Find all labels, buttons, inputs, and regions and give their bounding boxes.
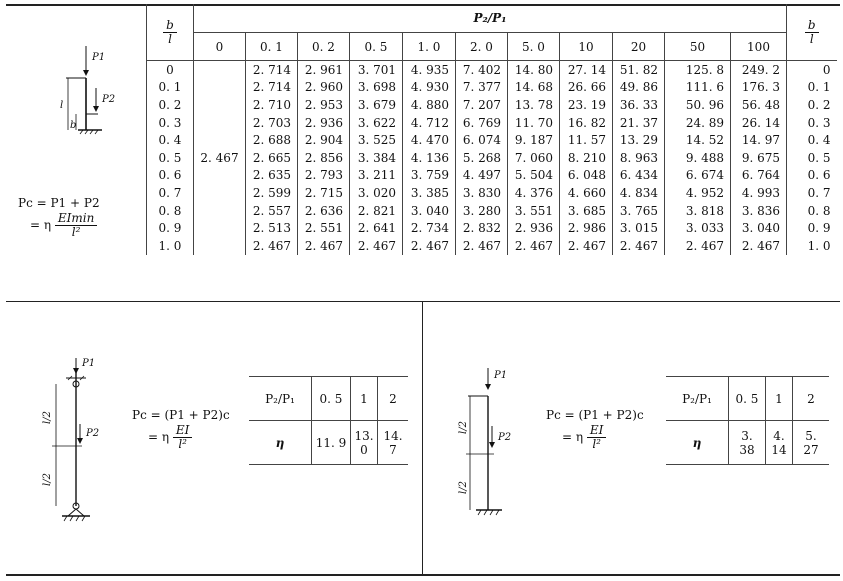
- eta-cell: 3. 679: [350, 96, 403, 114]
- ratio-col-0: 0: [194, 33, 246, 61]
- diagram-label-b: b: [70, 120, 77, 131]
- bl-val-0: 11. 9: [312, 421, 351, 465]
- eta-cell: 4. 660: [560, 184, 613, 202]
- eta-cell: 3. 765: [613, 202, 665, 220]
- ratio-col-3: 0. 5: [350, 33, 403, 61]
- eta-cell: 6. 769: [456, 114, 508, 132]
- bl-label-half-bottom: l/2: [42, 473, 53, 486]
- eta-cell: 2. 688: [246, 131, 298, 149]
- eta-cell: 2. 960: [298, 79, 350, 97]
- formula-bottom-right: [546, 406, 644, 451]
- b-over-l-value: 0. 6: [147, 167, 194, 185]
- eta-cell: 2. 513: [246, 219, 298, 237]
- br-head-2: 2: [793, 377, 830, 421]
- bl-head-ratio: P₂/P₁: [265, 391, 295, 406]
- eta-cell: 2. 793: [298, 167, 350, 185]
- eta-cell: 11. 57: [560, 131, 613, 149]
- b-over-l-value-right: 1. 0: [787, 237, 837, 255]
- eta-cell: 2. 467: [508, 237, 560, 255]
- eta-row: [147, 237, 837, 255]
- br-head-ratio: P₂/P₁: [682, 391, 712, 406]
- eta-cell: 11. 70: [508, 114, 560, 132]
- bottom-divider: [422, 302, 423, 574]
- eta-cell: 7. 207: [456, 96, 508, 114]
- bl-head-0: 0. 5: [312, 377, 351, 421]
- eta-row: [147, 131, 837, 149]
- br-head-1: 1: [766, 377, 793, 421]
- eta-cell: 4. 834: [613, 184, 665, 202]
- b-over-l-value: 0. 8: [147, 202, 194, 220]
- eta-cell: 3. 701: [350, 61, 403, 79]
- formula-top-numerator: EImin: [55, 212, 97, 226]
- eta-cell: 3. 698: [350, 79, 403, 97]
- bl-label-p1: P1: [82, 358, 96, 369]
- eta-cell: 4. 376: [508, 184, 560, 202]
- eta-row: [147, 202, 837, 220]
- b-over-l-value-right: 0. 8: [787, 202, 837, 220]
- b-over-l-value: 0. 3: [147, 114, 194, 132]
- eta-cell: 2. 641: [350, 219, 403, 237]
- eta-cell: 13. 78: [508, 96, 560, 114]
- eta-cell: 56. 48: [731, 96, 787, 114]
- eta-cell: 8. 963: [613, 149, 665, 167]
- eta-cell: 2. 986: [560, 219, 613, 237]
- eta-cell: 2. 467: [731, 237, 787, 255]
- eta-cell: 2. 715: [298, 184, 350, 202]
- eta-cell: 2. 961: [298, 61, 350, 79]
- formula-br-numerator: EI: [587, 424, 607, 438]
- eta-cell: 4. 497: [456, 167, 508, 185]
- formula-br-eq: = η: [562, 430, 584, 444]
- br-row-label: η: [692, 435, 702, 450]
- ratio-col-7: 10: [560, 33, 613, 61]
- eta-cell: 3. 280: [456, 202, 508, 220]
- b-over-l-value-right: 0. 9: [787, 219, 837, 237]
- eta-cell: 9. 675: [731, 149, 787, 167]
- eta-cell: 2. 936: [298, 114, 350, 132]
- eta-cell: 5. 504: [508, 167, 560, 185]
- eta-cell: 51. 82: [613, 61, 665, 79]
- diagram-label-p1: P1: [92, 52, 106, 63]
- ratio-col-2: 0. 2: [298, 33, 350, 61]
- formula-top-line1: Pc = P1 + P2: [18, 196, 100, 210]
- eta-cell: 2. 953: [298, 96, 350, 114]
- eta-cell: 3. 033: [665, 219, 731, 237]
- eta-cell: 3. 015: [613, 219, 665, 237]
- eta-cell: 3. 384: [350, 149, 403, 167]
- eta-cell: 2. 714: [246, 61, 298, 79]
- ratio-col-5: 2. 0: [456, 33, 508, 61]
- eta-table-main: [146, 4, 837, 255]
- eta-cell: 2. 635: [246, 167, 298, 185]
- eta-cell: 2. 467: [350, 237, 403, 255]
- ratio-col-9: 50: [665, 33, 731, 61]
- eta-cell: 4. 935: [403, 61, 456, 79]
- eta-cell: 9. 488: [665, 149, 731, 167]
- formula-top-denominator: l²: [71, 225, 81, 239]
- bl-val-2: 14. 7: [378, 421, 409, 465]
- eta-cell: 5. 268: [456, 149, 508, 167]
- eta-cell: 2. 467: [403, 237, 456, 255]
- eta-cell: 14. 80: [508, 61, 560, 79]
- eta-cell: 2. 832: [456, 219, 508, 237]
- eta-cell: 14. 68: [508, 79, 560, 97]
- b-over-l-value: 0. 5: [147, 149, 194, 167]
- eta-cell: 3. 818: [665, 202, 731, 220]
- eta-cell: 3. 551: [508, 202, 560, 220]
- ratio-col-10: 100: [731, 33, 787, 61]
- eta-cell: 2. 467: [613, 237, 665, 255]
- b-over-l-header: $\frac{b}{l}$: [147, 4, 194, 61]
- eta-cell: 50. 96: [665, 96, 731, 114]
- eta-row: [147, 149, 837, 167]
- eta-cell: 49. 86: [613, 79, 665, 97]
- eta-cell: 3. 385: [403, 184, 456, 202]
- zero-ratio-value: 2. 467: [194, 61, 246, 255]
- mid-border: [6, 301, 840, 302]
- b-over-l-value: 0. 2: [147, 96, 194, 114]
- eta-table-bottom-left: [249, 376, 408, 465]
- bl-label-p2: P2: [86, 428, 100, 439]
- eta-cell: 23. 19: [560, 96, 613, 114]
- br-val-2: 5. 27: [793, 421, 830, 465]
- eta-cell: 13. 29: [613, 131, 665, 149]
- bl-head-1: 1: [351, 377, 378, 421]
- eta-cell: 2. 557: [246, 202, 298, 220]
- eta-cell: 14. 52: [665, 131, 731, 149]
- eta-cell: 2. 856: [298, 149, 350, 167]
- eta-cell: 4. 136: [403, 149, 456, 167]
- eta-cell: 6. 048: [560, 167, 613, 185]
- b-over-l-value-right: 0. 3: [787, 114, 837, 132]
- b-over-l-value-right: 0. 1: [787, 79, 837, 97]
- eta-cell: 4. 712: [403, 114, 456, 132]
- eta-cell: 2. 703: [246, 114, 298, 132]
- eta-row: [147, 219, 837, 237]
- eta-cell: 2. 551: [298, 219, 350, 237]
- br-label-p2: P2: [498, 432, 512, 443]
- formula-br-line1: Pc = (P1 + P2)c: [546, 408, 644, 422]
- eta-cell: 3. 525: [350, 131, 403, 149]
- eta-cell: 111. 6: [665, 79, 731, 97]
- eta-cell: 9. 187: [508, 131, 560, 149]
- bl-label-half-top: l/2: [42, 411, 53, 424]
- eta-row: [147, 114, 837, 132]
- eta-cell: 26. 66: [560, 79, 613, 97]
- eta-cell: 8. 210: [560, 149, 613, 167]
- formula-bl-numerator: EI: [173, 424, 193, 438]
- column-diagram-bottom-right: [458, 366, 532, 516]
- eta-cell: 14. 97: [731, 131, 787, 149]
- eta-row: [147, 79, 837, 97]
- eta-cell: 6. 764: [731, 167, 787, 185]
- eta-cell: 2. 467: [665, 237, 731, 255]
- eta-cell: 2. 936: [508, 219, 560, 237]
- b-over-l-value: 0. 1: [147, 79, 194, 97]
- b-over-l-value-right: 0. 4: [787, 131, 837, 149]
- eta-cell: 3. 020: [350, 184, 403, 202]
- eta-cell: 2. 467: [298, 237, 350, 255]
- b-over-l-value-right: 0. 2: [787, 96, 837, 114]
- b-over-l-value-right: 0: [787, 61, 837, 79]
- eta-cell: 2. 467: [456, 237, 508, 255]
- b-over-l-value: 1. 0: [147, 237, 194, 255]
- formula-top: [18, 194, 100, 239]
- eta-cell: 2. 665: [246, 149, 298, 167]
- eta-cell: 2. 467: [246, 237, 298, 255]
- eta-cell: 3. 759: [403, 167, 456, 185]
- eta-cell: 6. 074: [456, 131, 508, 149]
- eta-cell: 36. 33: [613, 96, 665, 114]
- bl-row-label: η: [275, 435, 285, 450]
- eta-cell: 3. 211: [350, 167, 403, 185]
- ratio-col-4: 1. 0: [403, 33, 456, 61]
- b-over-l-value: 0. 9: [147, 219, 194, 237]
- column-diagram-bottom-left: [42, 356, 112, 526]
- formula-bl-eq: = η: [148, 430, 170, 444]
- eta-cell: 27. 14: [560, 61, 613, 79]
- b-over-l-value: 0: [147, 61, 194, 79]
- eta-cell: 3. 040: [731, 219, 787, 237]
- b-over-l-header-right: $\frac{b}{l}$: [787, 4, 837, 61]
- eta-cell: 21. 37: [613, 114, 665, 132]
- eta-cell: 7. 060: [508, 149, 560, 167]
- eta-table-bottom-right: [666, 376, 829, 465]
- eta-cell: 2. 467: [560, 237, 613, 255]
- ratio-col-1: 0. 1: [246, 33, 298, 61]
- ratio-header: P₂/P₁: [194, 4, 787, 33]
- column-diagram-top: [46, 38, 126, 134]
- eta-cell: 4. 952: [665, 184, 731, 202]
- eta-cell: 3. 836: [731, 202, 787, 220]
- eta-cell: 4. 880: [403, 96, 456, 114]
- eta-cell: 7. 377: [456, 79, 508, 97]
- eta-cell: 26. 14: [731, 114, 787, 132]
- diagram-label-p2: P2: [102, 94, 116, 105]
- br-label-half-top: l/2: [458, 421, 469, 434]
- br-head-0: 0. 5: [729, 377, 766, 421]
- eta-cell: 3. 685: [560, 202, 613, 220]
- eta-cell: 16. 82: [560, 114, 613, 132]
- eta-cell: 4. 930: [403, 79, 456, 97]
- eta-cell: 2. 821: [350, 202, 403, 220]
- b-over-l-value: 0. 4: [147, 131, 194, 149]
- eta-cell: 2. 904: [298, 131, 350, 149]
- diagram-label-l: l: [60, 100, 64, 111]
- b-over-l-value-right: 0. 6: [787, 167, 837, 185]
- eta-cell: 2. 710: [246, 96, 298, 114]
- eta-cell: 3. 830: [456, 184, 508, 202]
- buckling-coefficient-table: [6, 4, 840, 576]
- ratio-col-6: 5. 0: [508, 33, 560, 61]
- eta-row: [147, 184, 837, 202]
- b-over-l-value-right: 0. 7: [787, 184, 837, 202]
- eta-cell: 2. 599: [246, 184, 298, 202]
- eta-cell: 4. 470: [403, 131, 456, 149]
- formula-bl-line1: Pc = (P1 + P2)c: [132, 408, 230, 422]
- eta-cell: 4. 993: [731, 184, 787, 202]
- eta-cell: 3. 622: [350, 114, 403, 132]
- br-label-p1: P1: [494, 370, 508, 381]
- eta-row: [147, 96, 837, 114]
- eta-cell: 176. 3: [731, 79, 787, 97]
- eta-cell: 2. 714: [246, 79, 298, 97]
- b-over-l-value-right: 0. 5: [787, 149, 837, 167]
- formula-bl-denominator: l²: [178, 437, 187, 451]
- b-over-l-value: 0. 7: [147, 184, 194, 202]
- eta-cell: 249. 2: [731, 61, 787, 79]
- eta-cell: 3. 040: [403, 202, 456, 220]
- br-val-1: 4. 14: [766, 421, 793, 465]
- eta-cell: 7. 402: [456, 61, 508, 79]
- eta-cell: 2. 636: [298, 202, 350, 220]
- formula-bottom-left: [132, 406, 230, 451]
- bl-head-2: 2: [378, 377, 409, 421]
- eta-cell: 6. 434: [613, 167, 665, 185]
- eta-row: [147, 167, 837, 185]
- br-val-0: 3. 38: [729, 421, 766, 465]
- ratio-col-8: 20: [613, 33, 665, 61]
- eta-cell: 6. 674: [665, 167, 731, 185]
- eta-row: [147, 61, 837, 79]
- formula-top-eq: = η: [30, 218, 52, 232]
- eta-cell: 24. 89: [665, 114, 731, 132]
- bottom-border: [6, 574, 840, 576]
- br-label-half-bottom: l/2: [458, 481, 469, 494]
- formula-br-denominator: l²: [592, 437, 601, 451]
- eta-cell: 125. 8: [665, 61, 731, 79]
- eta-cell: 2. 734: [403, 219, 456, 237]
- bl-val-1: 13. 0: [351, 421, 378, 465]
